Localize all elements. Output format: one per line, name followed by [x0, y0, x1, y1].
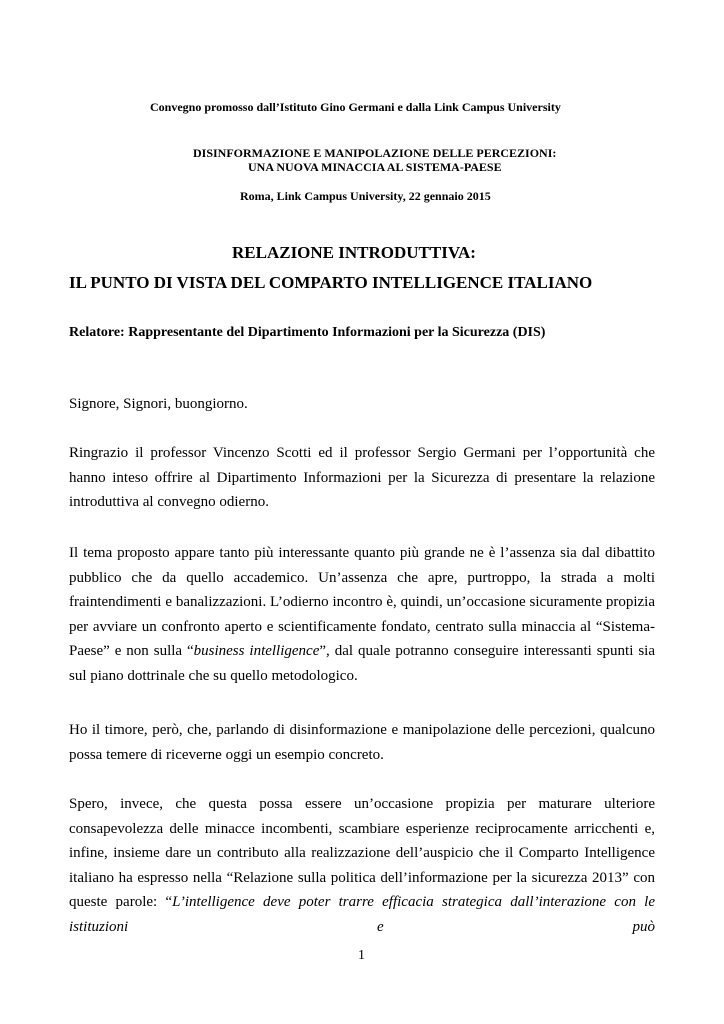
- paragraph-hope: [69, 792, 655, 939]
- speaker-line: Relatore: Rappresentante del Dipartimento Informazioni per la Sicurezza (DIS): [69, 325, 546, 340]
- page-number: 1: [358, 948, 365, 963]
- paragraph-theme-italic: business intelligence: [193, 643, 320, 659]
- paragraph-hope-quote: L’intelligence deve poter trarre efficacia strategica dall’interazione con le istituzioni e può: [69, 894, 655, 935]
- paragraph-thanks: Ringrazio il professor Vincenzo Scotti ed il professor Sergio Germani per l’opportunità che hanno inteso offrire al Dipartimento Informazioni per la Sicurezza di presentare la relazione introduttiva al convegno odierno.: [69, 445, 655, 510]
- event-title-line-1: DISINFORMAZIONE E MANIPOLAZIONE DELLE PERCEZIONI:: [193, 146, 557, 160]
- report-title-line-2: IL PUNTO DI VISTA DEL COMPARTO INTELLIGENCE ITALIANO: [69, 273, 593, 292]
- paragraph-theme: [69, 541, 655, 688]
- greeting: Signore, Signori, buongiorno.: [69, 396, 248, 412]
- paragraph-theme-text-a: Il tema proposto appare tanto più interessante quanto più grande ne è l’assenza sia dal dibattito pubblico che da quello accademico. Un’assenza che apre, purtroppo, la strada a molti fraintendimenti e banalizzazioni. L’odierno incontro è, quindi, un’occasione sicuramente propizia per avviare un confronto aperto e scientificamente fondato, centrato sulla minaccia al “Sistema-Paese” e non sulla “: [69, 545, 655, 659]
- event-location-date: Roma, Link Campus University, 22 gennaio 2015: [240, 189, 491, 203]
- paragraph-theme-text-b: ”, dal quale potranno conseguire interessanti spunti sia sul piano dottrinale che su quello metodologico.: [69, 643, 655, 684]
- paragraph-fear: Ho il timore, però, che, parlando di disinformazione e manipolazione delle percezioni, qualcuno possa temere di riceverne oggi un esempio concreto.: [69, 722, 655, 763]
- paragraph-hope-text: Spero, invece, che questa possa essere un’occasione propizia per maturare ulteriore consapevolezza delle minacce incombenti, scambiare esperienze reciprocamente arricchenti e, infine, insieme dare un contributo alla realizzazione dell’auspicio che il Comparto Intelligence italiano ha espresso nella “Relazione sulla politica dell’informazione per la sicurezza 2013” con queste parole: “: [69, 796, 655, 910]
- conference-promoter: Convegno promosso dall’Istituto Gino Germani e dalla Link Campus University: [150, 100, 561, 114]
- report-title-line-1: RELAZIONE INTRODUTTIVA:: [232, 243, 476, 262]
- event-title-line-2: UNA NUOVA MINACCIA AL SISTEMA-PAESE: [248, 160, 502, 174]
